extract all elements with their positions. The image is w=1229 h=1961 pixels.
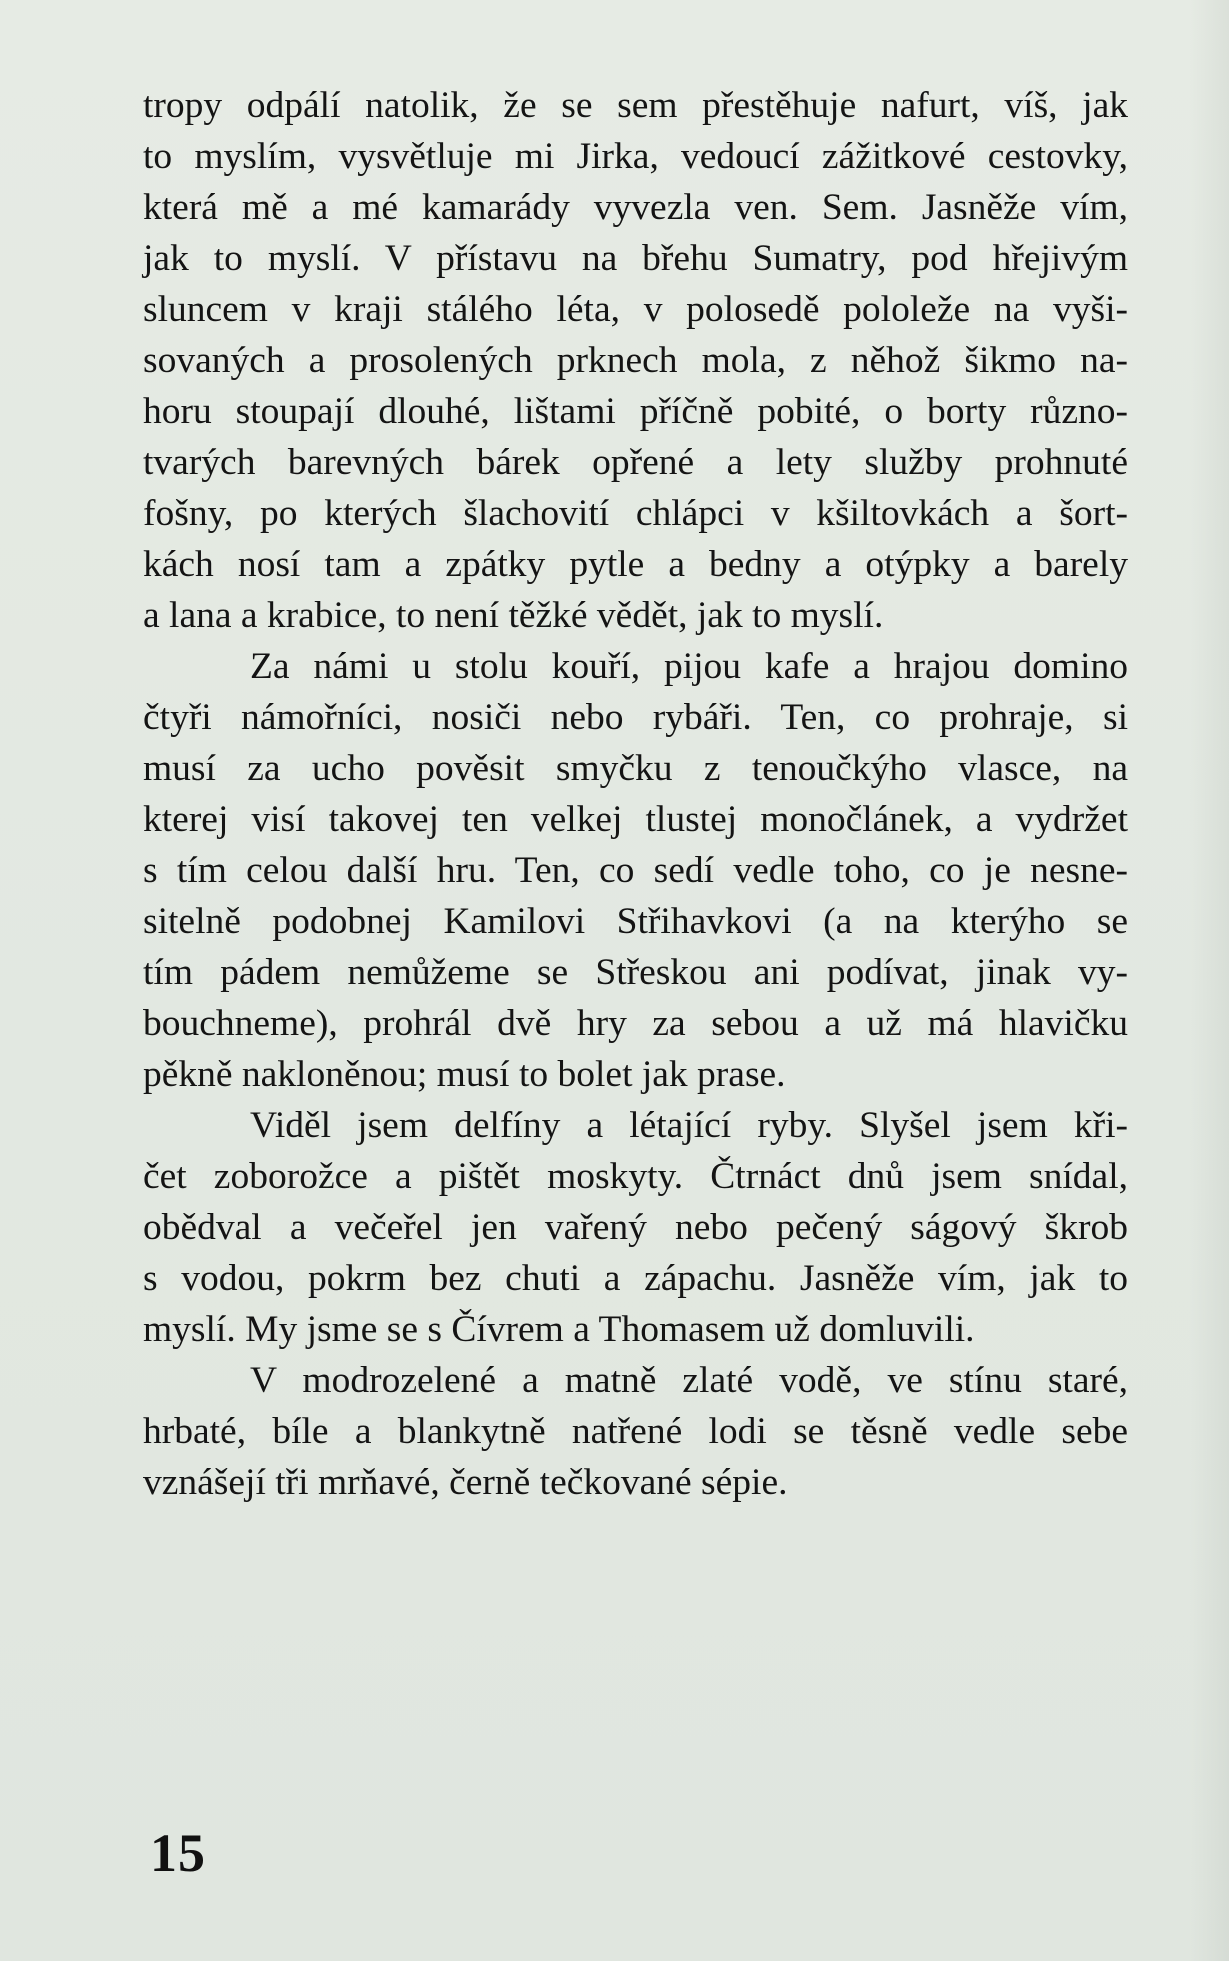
text-line: čtyři námořníci, nosiči nebo rybáři. Ten, co prohraje, si (143, 697, 1128, 738)
text-line: s tím celou další hru. Ten, co sedí vedle toho, co je nesne- (143, 850, 1128, 891)
text-line: musí za ucho pověsit smyčku z tenoučkýho vlasce, na (143, 748, 1128, 789)
text-line: kterej visí takovej ten velkej tlustej monočlánek, a vydržet (143, 799, 1128, 840)
paragraph (143, 641, 1128, 1100)
paragraph (143, 1355, 1128, 1508)
text-line: Viděl jsem delfíny a létající ryby. Slyšel jsem kři- (250, 1105, 1128, 1146)
text-line: jak to myslí. V přístavu na břehu Sumatry, pod hřejivým (143, 238, 1128, 279)
text-line: kách nosí tam a zpátky pytle a bedny a otýpky a barely (143, 544, 1128, 585)
text-line: sitelně podobnej Kamilovi Střihavkovi (a na kterýho se (143, 901, 1128, 942)
text-line: tím pádem nemůžeme se Střeskou ani podívat, jinak vy- (143, 952, 1128, 993)
paragraph (143, 80, 1128, 641)
text-line: obědval a večeřel jen vařený nebo pečený ságový škrob (143, 1207, 1128, 1248)
text-line: pěkně nakloněnou; musí to bolet jak prase. (143, 1054, 786, 1095)
body-text (143, 80, 1128, 1508)
text-line: čet zoborožce a pištět moskyty. Čtrnáct dnů jsem snídal, (143, 1156, 1128, 1197)
text-line: vznášejí tři mrňavé, černě tečkované sépie. (143, 1462, 788, 1503)
paragraph (143, 1100, 1128, 1355)
text-line: Za námi u stolu kouří, pijou kafe a hrajou domino (250, 646, 1128, 687)
page-number: 15 (150, 1823, 206, 1883)
text-line: bouchneme), prohrál dvě hry za sebou a už má hlavičku (143, 1003, 1128, 1044)
text-line: sovaných a prosolených prknech mola, z něhož šikmo na- (143, 340, 1128, 381)
text-line: fošny, po kterých šlachovití chlápci v kšiltovkách a šort- (143, 493, 1128, 534)
text-line: to myslím, vysvětluje mi Jirka, vedoucí zážitkové cestovky, (143, 136, 1128, 177)
text-line: s vodou, pokrm bez chuti a zápachu. Jasněže vím, jak to (143, 1258, 1128, 1299)
page-edge-shade (1189, 0, 1229, 1961)
text-line: sluncem v kraji stálého léta, v polosedě pololeže na vyši- (143, 289, 1128, 330)
text-line: která mě a mé kamarády vyvezla ven. Sem. Jasněže vím, (143, 187, 1128, 228)
text-line: hrbaté, bíle a blankytně natřené lodi se těsně vedle sebe (143, 1411, 1128, 1452)
text-line: tropy odpálí natolik, že se sem přestěhuje nafurt, víš, jak (143, 85, 1128, 126)
text-line: tvarých barevných bárek opřené a lety služby prohnuté (143, 442, 1128, 483)
text-line: V modrozelené a matně zlaté vodě, ve stínu staré, (250, 1360, 1128, 1401)
text-line: horu stoupají dlouhé, lištami příčně pobité, o borty různo- (143, 391, 1128, 432)
text-line: myslí. My jsme se s Čívrem a Thomasem už domluvili. (143, 1309, 975, 1350)
text-line: a lana a krabice, to není těžké vědět, jak to myslí. (143, 595, 884, 636)
